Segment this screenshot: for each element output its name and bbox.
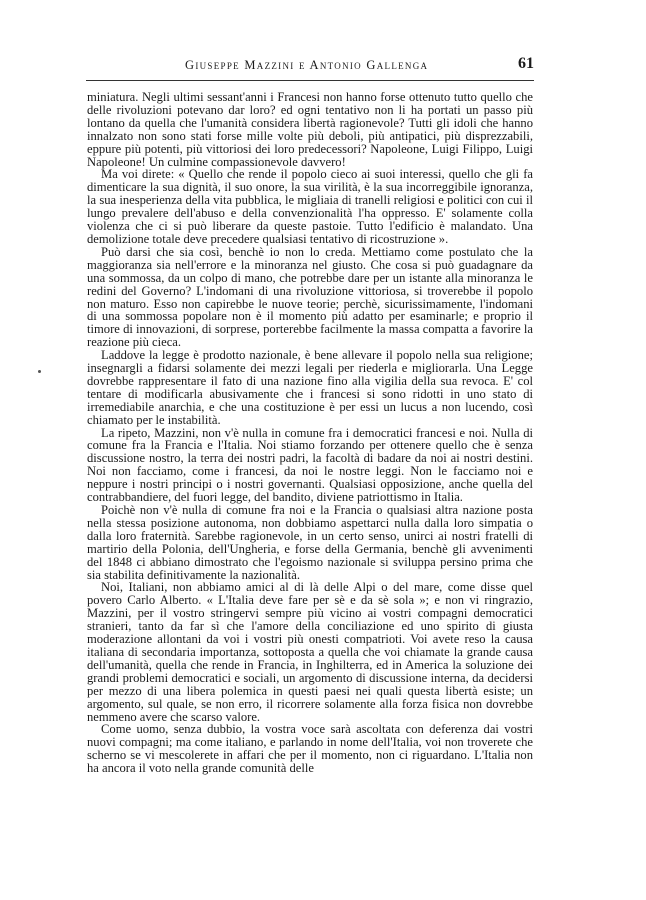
running-head: Giuseppe Mazzini e Antonio Gallenga bbox=[185, 58, 429, 72]
page-number: 61 bbox=[518, 55, 534, 72]
paragraph-1: miniatura. Negli ultimi sessant'anni i Francesi non hanno forse ottenuto tutto quello che delle rivoluzioni potevano dar loro? ed ogni tentativo non li ha portati un passo più lontano da quella che l'umanità considera libertà ragionevole? Tutti gli idoli che hanno innalzato non sono stati forse mille volte più deboli, più antipatici, più disprezzabili, eppure più potenti, più vittoriosi dei loro predecessori? Napoleone, Luigi Filippo, Luigi Napoleone! Un culmine compassionevole davvero! bbox=[87, 90, 533, 169]
page-header bbox=[86, 55, 534, 78]
paragraph-7: Noi, Italiani, non abbiamo amici al di là delle Alpi o del mare, come disse quel povero Carlo Alberto. « L'Italia deve fare per sè e da sè sola »; e non vi ringrazio, Mazzini, per il vostro stringervi sempre più vicino ai vostri compagni democratici stranieri, tanto da far sì che l'amore della conciliazione ed uno spirito di giusta moderazione allontani da voi i vostri più onesti compatrioti. Voi avete reso la causa italiana di secondaria importanza, sottoposta a quella che voi chiamate la grande causa dell'umanità, quella che rende in Francia, in Inghilterra, ed in America la soluzione dei grandi problemi democratici e sociali, un argomento di discussione interna, da decidersi per mezzo di una libera polemica in questi paesi nei quali questa libertà esiste; un argomento, sul quale, se non erro, il ricorrere solamente alla forza fisica non dovrebbe nemmeno avere che scarso valore. bbox=[87, 580, 533, 724]
paragraph-5: La ripeto, Mazzini, non v'è nulla in comune fra i democratici francesi e noi. Nulla di comune fra la Francia e l'Italia. Noi stiamo forzando per ottenere quello che è senza discussione nostro, la terra dei nostri padri, la facoltà di badare da noi ai nostri destini. Noi non facciamo, come i francesi, da noi le nostre leggi. Non le facciamo noi e neppure i nostri principi o i nostri governanti. Qualsiasi opposizione, anche quella del contrabbandiere, del fuori legge, del bandito, diviene patriottismo in Italia. bbox=[87, 425, 533, 505]
paragraph-2: Ma voi direte: « Quello che rende il popolo cieco ai suoi interessi, quello che gli fa dimenticare la sua dignità, il suo onore, la sua virilità, è la sua incorreggibile ignoranza, la sua inesperienza della vita pubblica, le migliaia di tranelli religiosi e politici con cui il lungo prevalere dell'abuso e della convenzionalità l'ha oppresso. E' solamente colla violenza che ci si può liberare da queste pastoie. Tutto l'edificio è malandato. Una demolizione totale deve precedere qualsiasi tentativo di ricostruzione ». bbox=[87, 167, 533, 246]
paragraph-8: Come uomo, senza dubbio, la vostra voce sarà ascoltata con deferenza dai vostri nuovi compagni; ma come italiano, e parlando in nome dell'Italia, voi non troverete che scherno se vi mescolerete in affari che per il momento, non ci riguardano. L'Italia non ha ancora il voto nella grande comunità delle bbox=[87, 722, 533, 776]
paragraph-3: Può darsi che sia così, benchè io non lo creda. Mettiamo come postulato che la maggioranza sia nell'errore e la minoranza nel giusto. Che cosa si può guadagnare da una sommossa, da un colpo di mano, che potrebbe dare per un istante alla minoranza le redini del Governo? L'indomani di una rivoluzione vittoriosa, si troverebbe il popolo non maturo. Esso non capirebbe le nuove teorie; perchè, sicurissimamente, l'indomani di una sommossa popolare non è il momento più adatto per esaminarle; e proprio il timore di innovazioni, di sorprese, porterebbe facilmente la massa compatta a favorire la reazione più cieca. bbox=[87, 244, 533, 350]
margin-mark bbox=[38, 370, 41, 373]
header-rule bbox=[86, 80, 534, 81]
paragraph-6: Poichè non v'è nulla di comune fra noi e la Francia o qualsiasi altra nazione posta nella stessa posizione autonoma, non dobbiamo aspettarci nulla dalla loro simpatia o dalla loro fraternità. Sarebbe ragionevole, in un certo senso, unirci ai nostri fratelli di martirio della Polonia, dell'Ungheria, e forse della Germania, benchè gli avvenimenti del 1848 ci abbiano dimostrato che l'egoismo nazionale si sviluppa persino prima che sia stabilita definitivamente la nazionalità. bbox=[87, 503, 533, 582]
paragraph-4: Laddove la legge è prodotto nazionale, è bene allevare il popolo nella sua religione; insegnargli a fidarsi solamente dei mezzi legali per riederla e migliorarla. Una Legge dovrebbe rappresentare il fato di una nazione fino alla vigilia della sua revoca. E' col tentare di modificarla abusivamente che i francesi si sono ridotti in uno stato di irremediabile anarchia, e che una costituzione è per essi un lucus a non lucendo, così chiamato per le instabilità. bbox=[87, 348, 533, 427]
body-text bbox=[87, 91, 533, 775]
